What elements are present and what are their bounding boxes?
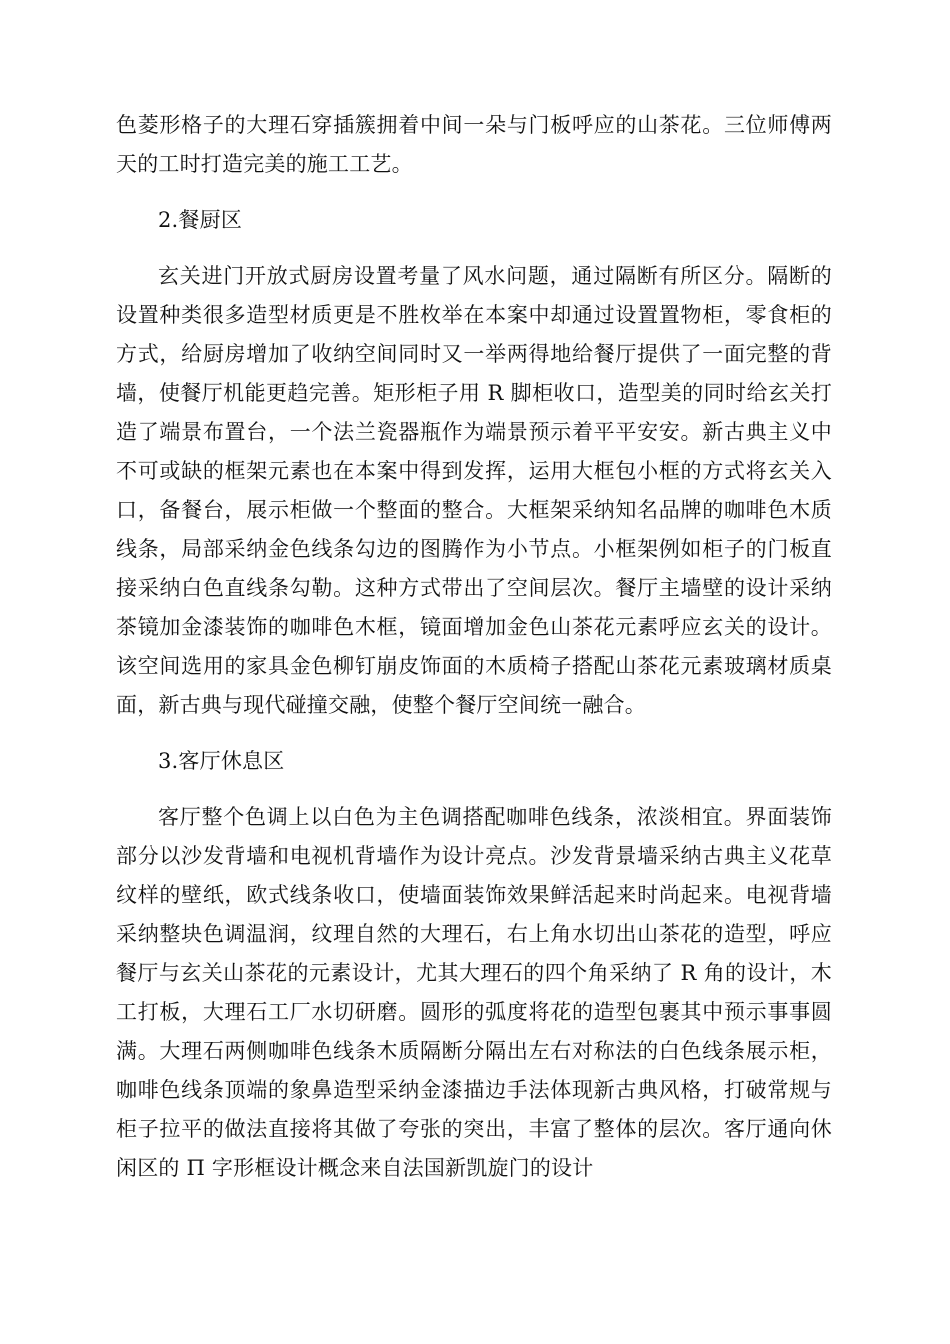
- section-heading-living-room: 3.客厅休息区: [158, 749, 285, 773]
- paragraph-spacer: [116, 240, 832, 257]
- paragraph-spacer: [116, 725, 832, 742]
- paragraph-spacer: [116, 184, 832, 201]
- paragraph-living-room: 客厅整个色调上以白色为主色调搭配咖啡色线条，浓淡相宜。界面装饰部分以沙发背墙和电视机背墙作为设计亮点。沙发背景墙采纳古典主义花草纹样的壁纸，欧式线条收口，使墙面装饰效果鲜活起来时尚起来。电视背墙采纳整块色调温润，纹理自然的大理石，右上角水切出山茶花的造型，呼应餐厅与玄关山茶花的元素设计，尤其大理石的四个角采纳了 R 角的设计，木工打板，大理石工厂水切研磨。圆形的弧度将花的造型包裹其中预示事事圆满。大理石两侧咖啡色线条木质隔断分隔出左右对称法的白色线条展示柜，咖啡色线条顶端的象鼻造型采纳金漆描边手法体现新古典风格，打破常规与柜子拉平的做法直接将其做了夸张的突出，丰富了整体的层次。客厅通向休闲区的 П 字形框设计概念来自法国新凯旋门的设计: [116, 805, 832, 1180]
- paragraph-continued: 色菱形格子的大理石穿插簇拥着中间一朵与门板呼应的山茶花。三位师傅两天的工时打造完美的施工工艺。: [116, 113, 832, 176]
- section-heading-dining-kitchen: 2.餐厨区: [158, 208, 243, 232]
- paragraph-dining-kitchen: 玄关进门开放式厨房设置考量了风水问题，通过隔断有所区分。隔断的设置种类很多造型材质更是不胜枚举在本案中却通过设置置物柜，零食柜的方式，给厨房增加了收纳空间同时又一举两得地给餐厅提供了一面完整的背墙，使餐厅机能更趋完善。矩形柜子用 R 脚柜收口，造型美的同时给玄关打造了端景布置台，一个法兰瓷器瓶作为端景预示着平平安安。新古典主义中不可或缺的框架元素也在本案中得到发挥，运用大框包小框的方式将玄关入口，备餐台，展示柜做一个整面的整合。大框架采纳知名品牌的咖啡色木质线条，局部采纳金色线条勾边的图腾作为小节点。小框架例如柜子的门板直接采纳白色直线条勾勒。这种方式带出了空间层次。餐厅主墙壁的设计采纳茶镜加金漆装饰的咖啡色木框，镜面增加金色山茶花元素呼应玄关的设计。该空间选用的家具金色柳钉崩皮饰面的木质椅子搭配山茶花元素玻璃材质桌面，新古典与现代碰撞交融，使整个餐厅空间统一融合。: [116, 264, 832, 717]
- paragraph-spacer: [116, 781, 832, 798]
- document-body: [116, 106, 832, 1188]
